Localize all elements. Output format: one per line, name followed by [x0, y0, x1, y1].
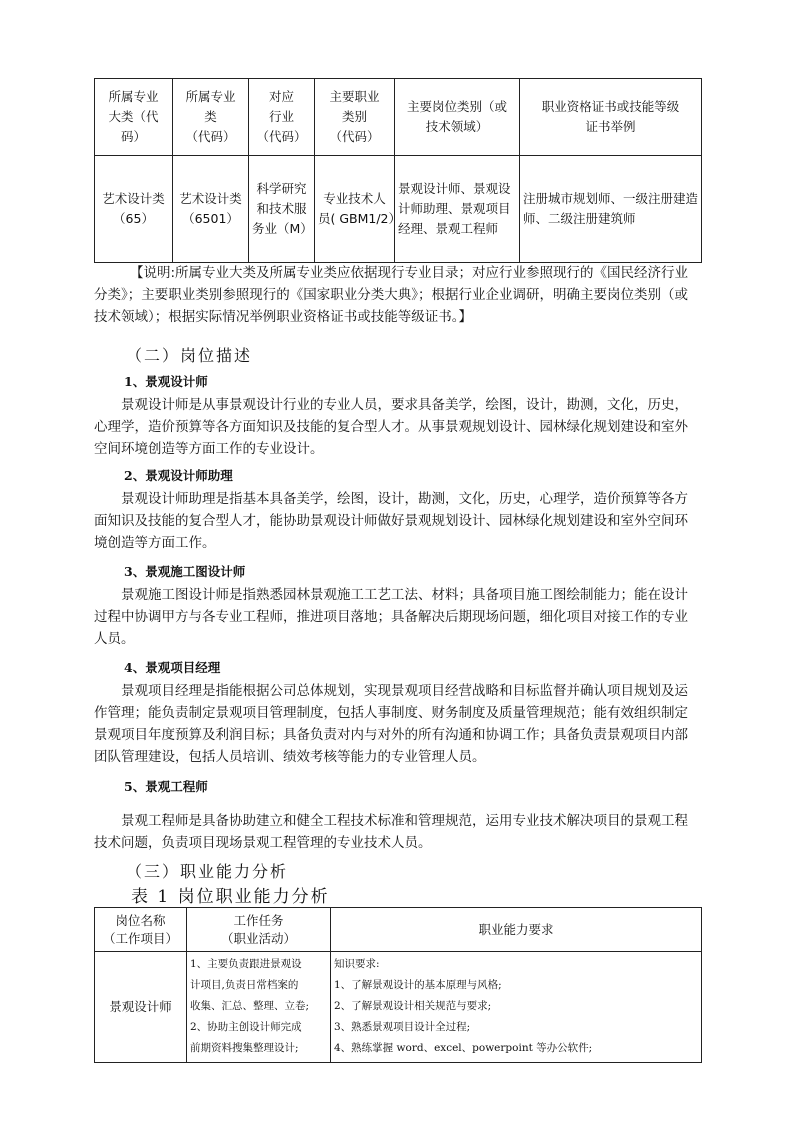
- table-row: [95, 952, 702, 1063]
- table-cell: 专业技术人 员( GBM1/2）: [315, 156, 395, 263]
- job-title: 2、景观设计师助理: [124, 468, 233, 483]
- table-header-row: [95, 79, 702, 156]
- job-description: 景观施工图设计师是指熟悉园林景观施工工艺工法、材料；具备项目施工图绘制能力；能在设计过程中协调甲方与各专业工程师，推进项目落地；具备解决后期现场问题，细化项目对接工作的专业人员。: [94, 587, 688, 647]
- ability-requirements-cell: 知识要求: 1、了解景观设计的基本原理与风格; 2、了解景观设计相关规范与要求; 3、熟悉景观项目设计全过程; 4、熟练掌握 word、excel、powerpoint 等办公软件;: [331, 952, 702, 1063]
- header-cell: 工作任务 （职业活动）: [187, 908, 331, 952]
- job-title: 5、景观工程师: [124, 779, 208, 794]
- table-cell: 艺术设计类 （6501）: [173, 156, 249, 263]
- header-cell: 所属专业 大类（代 码）: [95, 79, 173, 156]
- table-caption: 表 1 岗位职业能力分析: [131, 887, 330, 907]
- table-row: [95, 156, 702, 263]
- header-cell: 所属专业 类 （代码）: [173, 79, 249, 156]
- header-cell: 职业资格证书或技能等级 证书举例: [520, 79, 702, 156]
- job-description: 景观项目经理是指能根据公司总体规划，实现景观项目经营战略和目标监督并确认项目规划及运作管理；能负责制定景观项目管理制度，包括人事制度、财务制度及质量管理规范；能有效组织制定景观项目年度预算及利润目标；具备负责对内与对外的所有沟通和协调工作；具备负责景观项目内部团队管理建设，包括人员培训、绩效考核等能力的专业管理人员。: [94, 683, 688, 765]
- job-description: 景观设计师助理是指基本具备美学，绘图，设计，勘测，文化，历史，心理学，造价预算等各方面知识及技能的复合型人才，能协助景观设计师做好景观规划设计、园林绿化规划建设和室外空间环境创造等方面工作。: [94, 491, 688, 551]
- header-cell: 职业能力要求: [331, 908, 702, 952]
- job-description: 景观工程师是具备协助建立和健全工程技术标准和管理规范，运用专业技术解决项目的景观工程技术问题，负责项目现场景观工程管理的专业技术人员。: [94, 813, 688, 851]
- job-name-cell: 景观设计师: [95, 952, 187, 1063]
- major-info-table: [94, 78, 702, 263]
- table-note: 【说明:所属专业大类及所属专业类应依据现行专业目录；对应行业参照现行的《国民经济行业分类》；主要职业类别参照现行的《国家职业分类大典》；根据行业企业调研，明确主要岗位类别（或技术领域）；根据实际情况举例职业资格证书或技能等级证书。】: [94, 265, 689, 325]
- table-cell: 注册城市规划师、一级注册建造 师、二级注册建筑师: [520, 156, 702, 263]
- header-cell: 岗位名称 （工作项目）: [95, 908, 187, 952]
- section-title-job-description: （二）岗位描述: [126, 346, 253, 365]
- job-title: 3、景观施工图设计师: [124, 564, 246, 579]
- ability-analysis-table: [94, 907, 702, 1063]
- table-cell: 艺术设计类 （65）: [95, 156, 173, 263]
- job-title: 4、景观项目经理: [124, 660, 221, 675]
- table-header-row: [95, 908, 702, 952]
- table-cell: 景观设计师、景观设 计师助理、景观项目 经理、景观工程师: [395, 156, 520, 263]
- header-cell: 主要职业 类别 （代码）: [315, 79, 395, 156]
- header-cell: 对应 行业 （代码）: [249, 79, 315, 156]
- section-title-ability-analysis: （三）职业能力分析: [126, 862, 289, 881]
- job-title: 1、景观设计师: [124, 374, 208, 389]
- job-description: 景观设计师是从事景观设计行业的专业人员，要求具备美学，绘图，设计，勘测，文化，历史，心理学，造价预算等各方面知识及技能的复合型人才。从事景观规划设计、园林绿化规划建设和室外空间环境创造等方面工作的专业设计。: [94, 397, 688, 457]
- header-cell: 主要岗位类别（或 技术领域）: [395, 79, 520, 156]
- table-cell: 科学研究 和技术服 务业（M）: [249, 156, 315, 263]
- work-tasks-cell: 1、主要负责跟进景观设 计项目,负责日常档案的 收集、汇总、整理、立卷; 2、协助主创设计师完成 前期资料搜集整理设计;: [187, 952, 331, 1063]
